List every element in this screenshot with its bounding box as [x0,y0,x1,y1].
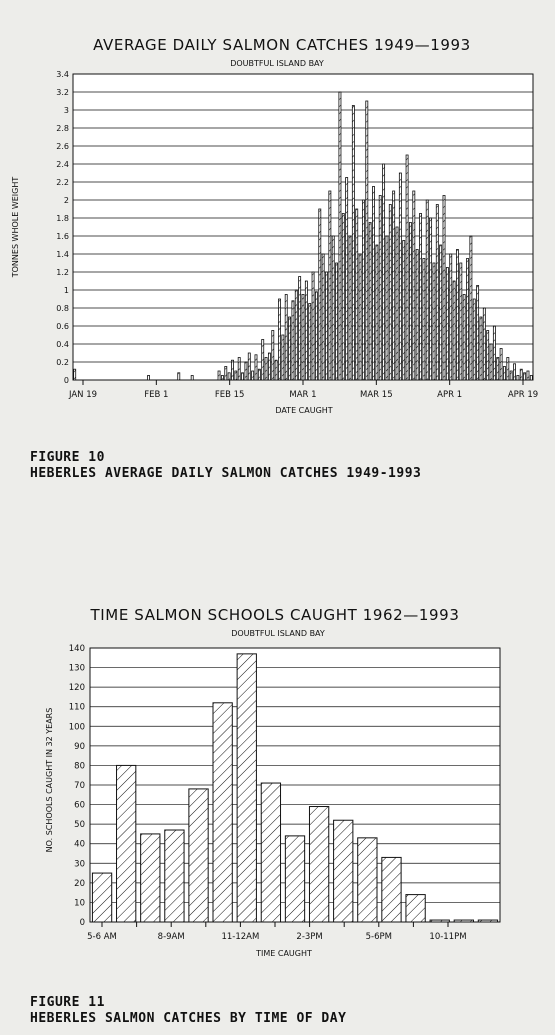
chart-1-bar [490,344,492,380]
chart-1-bar [436,205,438,381]
chart-1-bar [342,214,344,381]
chart-2-bar [285,836,304,922]
chart-1-y-label: TONNES WHOLE WEIGHT [11,176,20,278]
chart-1-bar [329,191,331,380]
chart-1-bar [409,223,411,381]
chart-1-bar [463,295,465,381]
chart-1-bar [336,263,338,380]
chart-1-bar [493,326,495,380]
chart-1-bar [433,263,435,380]
chart-1-y-tick-label: 3.4 [56,70,69,79]
chart-1-bar [389,205,391,381]
chart-1-bar [148,376,150,381]
chart-1-bar [524,373,526,380]
chart-1-bar [319,209,321,380]
chart-1-bar [221,376,223,381]
chart-2-x-tick-label: 5-6PM [365,932,392,942]
chart-2 [0,580,555,1000]
chart-1-bar [383,164,385,380]
chart-1-bar [503,367,505,381]
chart-1-bar [376,245,378,380]
chart-2-x-label: TIME CAUGHT [256,949,312,958]
chart-1-y-tick-label: 0 [63,376,69,385]
chart-1-bar [359,254,361,380]
figure-11-caption: HEBERLES SALMON CATCHES BY TIME OF DAY [30,1011,347,1026]
chart-1-bar [413,191,415,380]
chart-2-title: TIME SALMON SCHOOLS CAUGHT 1962—1993 [90,606,460,624]
chart-1-x-tick-label: APR 1 [437,390,463,400]
chart-1-y-ticks [56,70,69,385]
chart-1-x-tick-label: JAN 19 [68,390,98,400]
chart-1-bar [510,371,512,380]
chart-1-bar [262,340,264,381]
chart-1-bar [292,301,294,380]
chart-1-bar [255,355,257,380]
chart-1-bar [403,241,405,381]
chart-1-bar [74,369,76,380]
chart-1-y-tick-label: 1.4 [56,250,69,259]
chart-1-bar [309,304,311,381]
chart-1-bar [289,317,291,380]
chart-2-y-tick-label: 90 [74,741,85,752]
chart-2-y-tick-label: 50 [74,820,85,831]
chart-1-bar [477,286,479,381]
chart-1-y-tick-label: 0.4 [56,340,69,349]
chart-1-bar [191,376,193,381]
chart-2-y-tick-label: 40 [74,839,85,850]
chart-1-bar [322,254,324,380]
chart-2-bar [334,820,353,922]
chart-1-bar [238,358,240,381]
chart-1-y-tick-label: 3 [63,106,69,115]
chart-1-bar [513,364,515,380]
chart-1-y-tick-label: 2 [63,196,69,205]
chart-2-y-tick-label: 110 [68,702,85,713]
chart-2-y-ticks [69,644,85,928]
chart-1-bar [228,373,230,380]
chart-2-bar [92,873,111,922]
chart-1-bar [520,369,522,380]
chart-2-bar [261,783,280,922]
chart-1-bar [282,335,284,380]
chart-1-y-tick-label: 2.6 [56,142,69,151]
chart-1-y-tick-label: 1.6 [56,232,69,241]
chart-1-bar [356,209,358,380]
chart-1-bar [242,373,244,380]
chart-2-x-tick-label: 2-3PM [296,932,323,942]
chart-1-bar [265,358,267,381]
chart-1-bar [315,292,317,380]
chart-1-bar [456,250,458,381]
chart-1-bar [483,308,485,380]
chart-2-bar [141,834,160,922]
chart-1-bar [393,191,395,380]
chart-2-x-tick-label: 11-12AM [221,932,260,942]
chart-1-bar [473,299,475,380]
chart-2-bar [165,830,184,922]
chart-2-subtitle: DOUBTFUL ISLAND BAY [231,629,325,638]
chart-1-bar [252,371,254,380]
chart-2-y-tick-label: 80 [74,761,85,772]
chart-1-y-tick-label: 0.2 [56,358,69,367]
chart-2-bar [117,765,136,922]
chart-1-subtitle: DOUBTFUL ISLAND BAY [230,59,324,68]
chart-1-bar [302,295,304,381]
chart-2-bar [382,857,401,922]
chart-1-bar [430,218,432,380]
chart-1-x-tick-label: FEB 15 [214,390,245,400]
chart-1-y-tick-label: 1.2 [56,268,69,277]
chart-1-bar [366,101,368,380]
chart-1-y-tick-label: 3.2 [56,88,69,97]
chart-1-bar [349,236,351,380]
chart-1-y-tick-label: 0.8 [56,304,69,313]
chart-1-bar [446,268,448,381]
chart-1-bar [369,223,371,381]
chart-1 [0,0,555,440]
chart-1-title: AVERAGE DAILY SALMON CATCHES 1949—1993 [93,36,471,54]
chart-1-bar [372,187,374,381]
chart-1-bar [487,331,489,381]
chart-1-x-tick-label: APR 19 [507,390,539,400]
figure-10-caption: HEBERLES AVERAGE DAILY SALMON CATCHES 1949-1993 [30,466,422,481]
chart-2-bar [454,920,473,922]
chart-1-bar [460,263,462,380]
chart-1-y-tick-label: 2.8 [56,124,69,133]
chart-1-bar [231,360,233,380]
chart-1-bar [305,281,307,380]
chart-1-y-tick-label: 0.6 [56,322,69,331]
chart-1-bar [295,290,297,380]
chart-1-bar [258,369,260,380]
chart-1-bar [339,92,341,380]
chart-1-bar [517,376,519,381]
chart-1-bar [245,362,247,380]
chart-1-bar [423,259,425,381]
chart-1-bar [268,353,270,380]
chart-1-bar [178,373,180,380]
chart-1-bar [453,281,455,380]
chart-2-bar [237,654,256,922]
chart-1-bar [443,196,445,381]
chart-1-x-ticks [68,380,538,400]
chart-1-y-tick-label: 1 [63,286,69,295]
chart-1-bar [332,236,334,380]
chart-1-x-tick-label: MAR 1 [289,390,317,400]
chart-1-bar [346,178,348,381]
chart-1-bar [530,376,532,381]
chart-2-y-tick-label: 60 [74,800,85,811]
chart-2-y-tick-label: 70 [74,781,85,791]
chart-1-y-tick-label: 1.8 [56,214,69,223]
chart-1-x-tick-label: MAR 15 [360,390,393,400]
chart-1-bar [248,353,250,380]
chart-1-bar [500,349,502,381]
chart-1-bar [419,214,421,381]
chart-1-bar [285,295,287,381]
chart-2-bar [309,807,328,922]
chart-1-bar [497,358,499,381]
chart-2-y-tick-label: 140 [68,644,85,654]
chart-1-bar [299,277,301,381]
chart-2-x-tick-label: 5-6 AM [87,932,117,942]
chart-1-bar [399,173,401,380]
figure-11-label: FIGURE 11 [30,995,105,1010]
chart-1-bar [225,367,227,381]
figure-10-label: FIGURE 10 [30,450,105,465]
chart-2-bar [406,895,425,922]
chart-1-bar [507,358,509,381]
chart-2-bar [430,920,449,922]
chart-1-y-tick-label: 2.2 [56,178,69,187]
chart-1-bar [278,299,280,380]
chart-1-bar [272,331,274,381]
chart-1-bar [450,254,452,380]
chart-2-x-tick-label: 8-9AM [157,932,185,942]
chart-1-bar [396,227,398,380]
chart-2-bar [478,920,497,922]
chart-1-bar [325,272,327,380]
chart-2-y-tick-label: 120 [68,683,85,694]
chart-1-bar [312,272,314,380]
chart-1-bar [362,200,364,380]
chart-2-y-tick-label: 0 [79,918,85,928]
chart-1-bar [218,371,220,380]
chart-2-x-ticks [87,922,466,942]
chart-2-y-tick-label: 30 [74,859,85,870]
chart-2-y-label: NO. SCHOOLS CAUGHT IN 32 YEARS [45,707,54,853]
chart-1-bar [275,360,277,380]
chart-1-bar [235,371,237,380]
chart-1-bar [406,155,408,380]
chart-2-y-tick-label: 100 [68,722,85,733]
chart-2-x-tick-label: 10-11PM [429,932,467,942]
chart-2-bar [213,703,232,922]
chart-2-y-tick-label: 130 [68,663,85,674]
chart-1-bar [440,245,442,380]
chart-2-bar [358,838,377,922]
chart-1-bar [426,200,428,380]
chart-1-y-tick-label: 2.4 [56,160,69,169]
chart-1-x-label: DATE CAUGHT [275,406,333,415]
chart-1-bar [386,236,388,380]
chart-1-bar [352,106,354,381]
chart-2-bar [189,789,208,922]
chart-1-bar [466,259,468,381]
chart-2-y-tick-label: 20 [74,878,85,889]
chart-1-x-tick-label: FEB 1 [144,390,169,400]
chart-1-bar [416,250,418,381]
chart-2-y-tick-label: 10 [74,898,85,909]
chart-1-bar [527,371,529,380]
chart-1-bar [379,196,381,381]
chart-1-bar [480,317,482,380]
chart-1-bar [470,236,472,380]
